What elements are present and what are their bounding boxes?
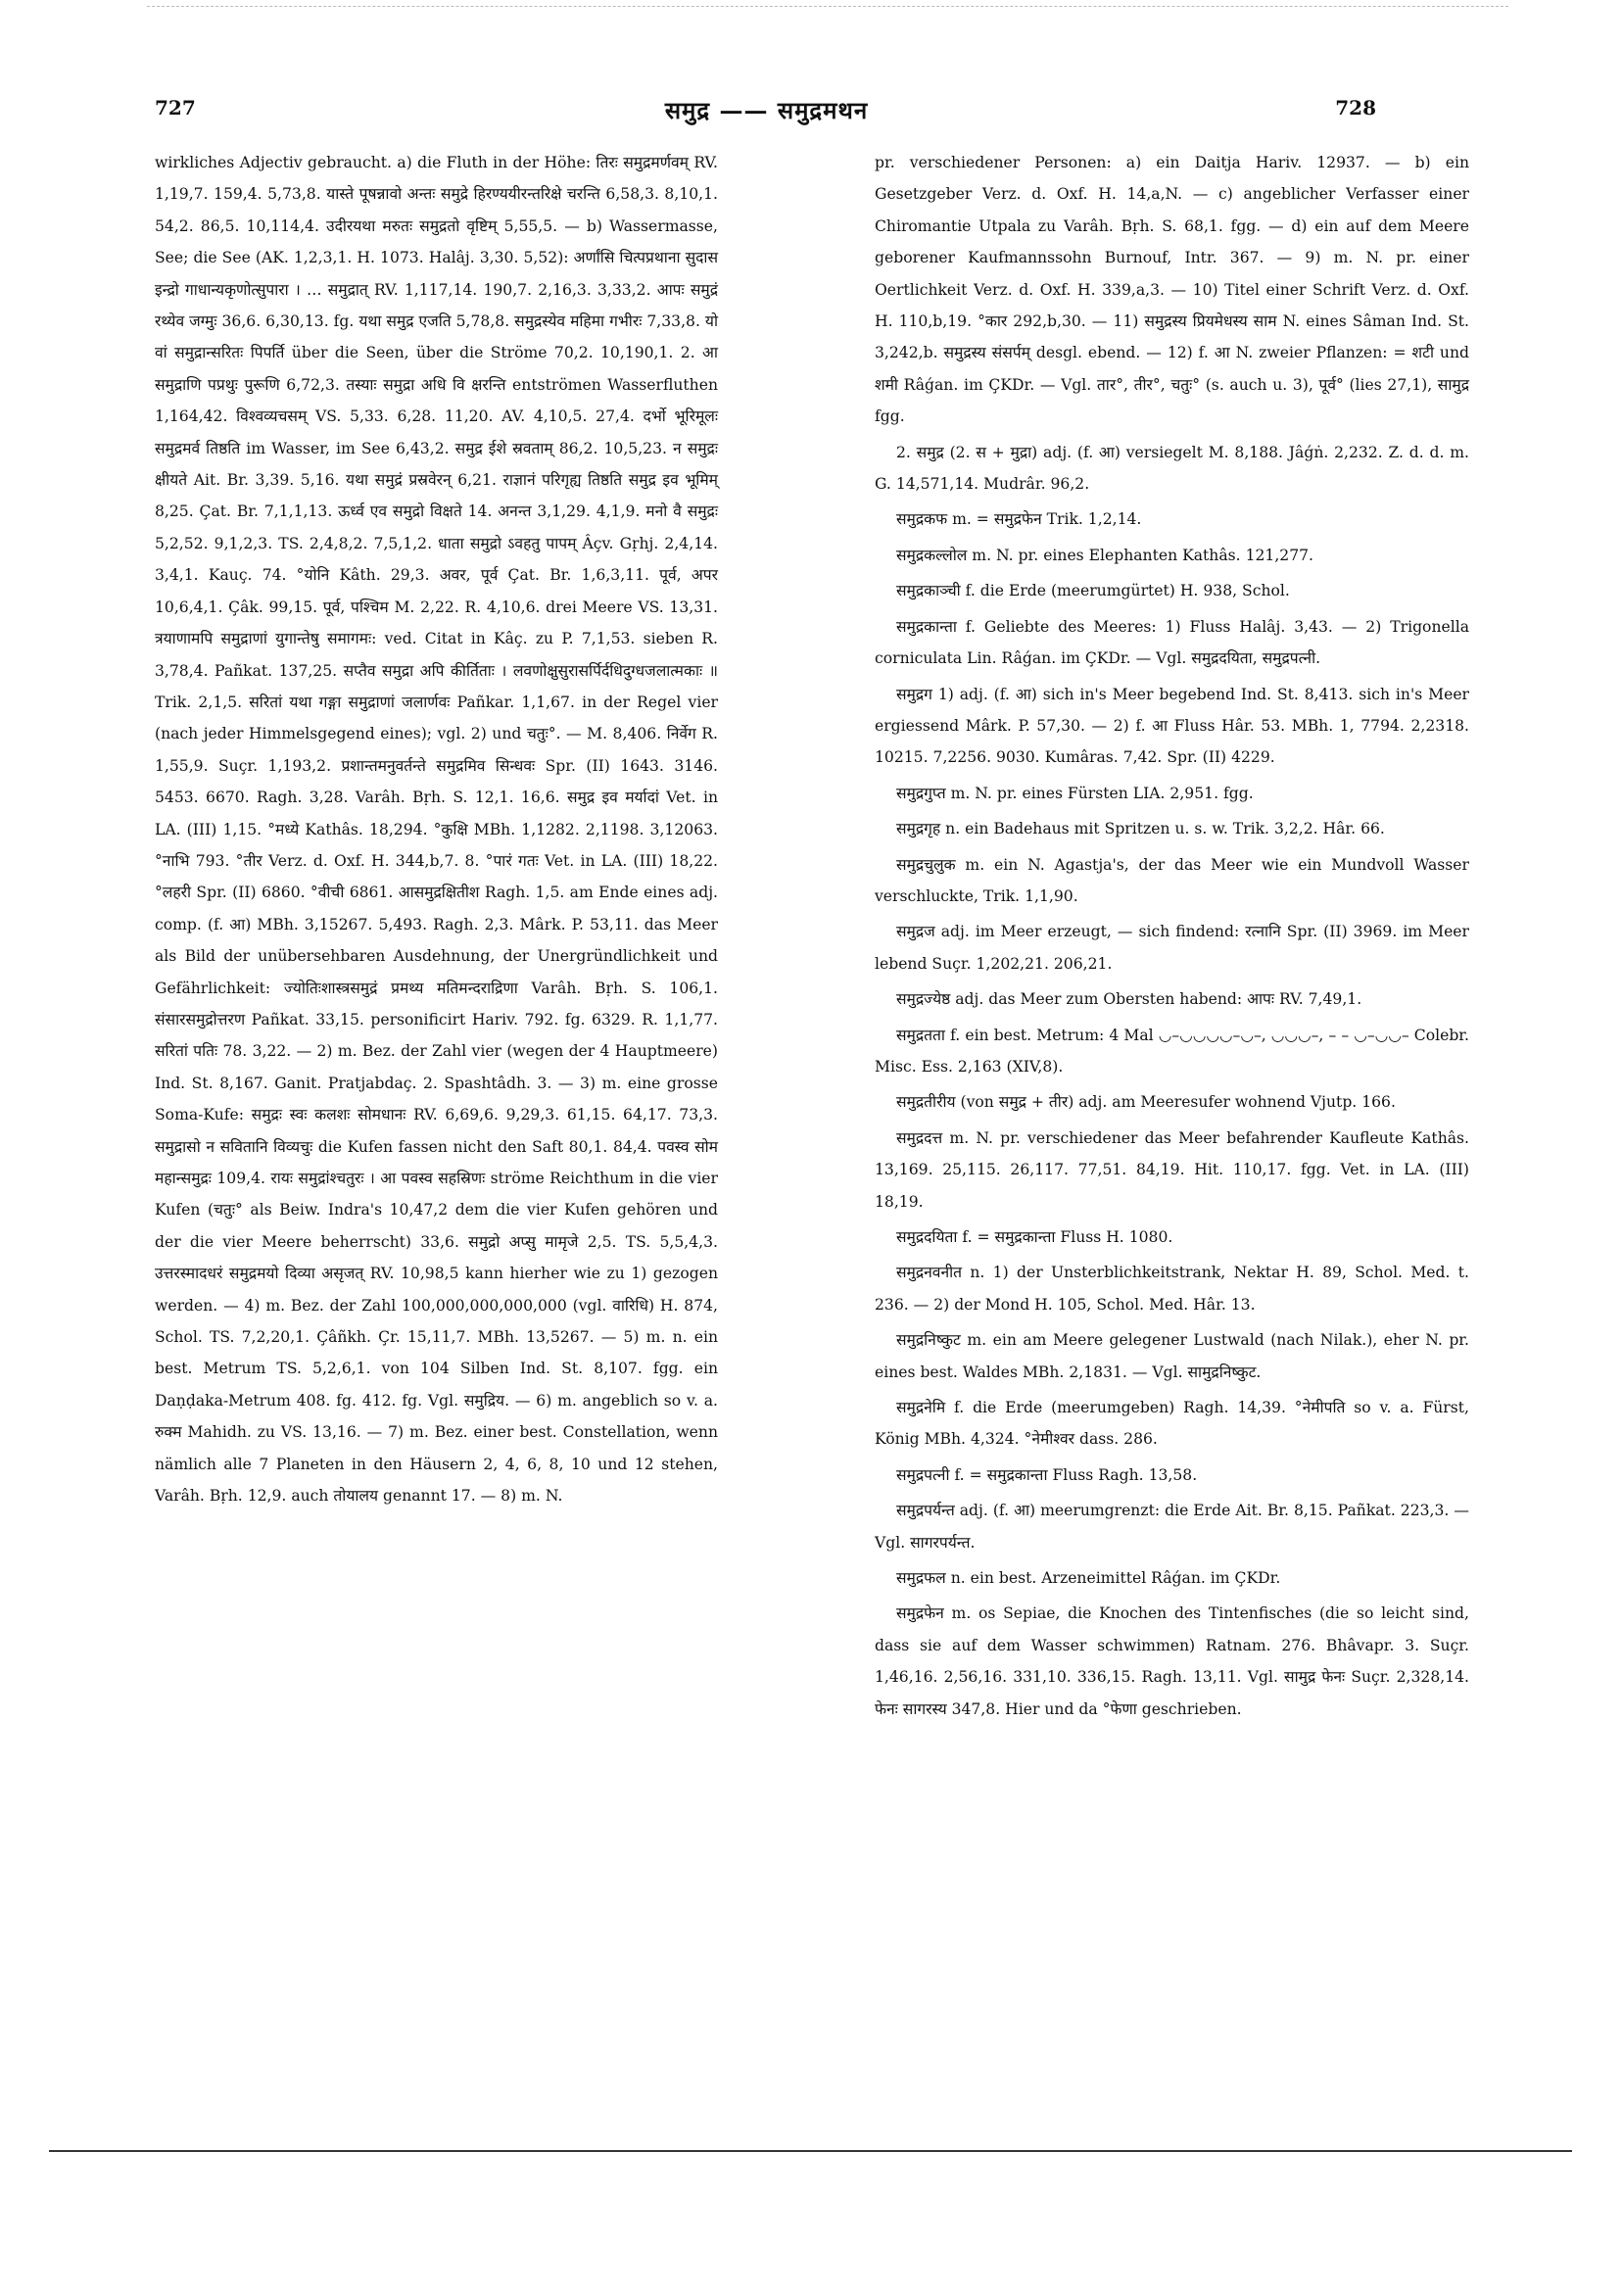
dictionary-entry-text: wirkliches Adjectiv gebraucht. a) die Fluth in der Höhe: तिरः समुद्रमर्णवम् RV. 1,19,7. 159,4. 5,73,8. यास्ते पूषन्नावो अन्तः समुद्रे हिरण्ययीरन्तरिक्षे चरन्ति 6,58,3. 8,10,1. 54,2. 86,5. 10,114,4. उदीरयथा मरुतः समुद्रतो वृष्टिम् 5,55,5. — b) Wassermasse, See; die See (AK. 1,2,3,1. H. 1073. Halâj. 3,30. 5,52): अर्णांसि चित्पप्रथाना सुदास इन्द्रो गाधान्यकृणोत्सुपारा । … समुद्रात् RV. 1,117,14. 190,7. 2,16,3. 3,33,2. आपः समुद्रं रथ्येव जग्मुः 36,6. 6,30,13. fg. यथा समुद्र एजति 5,78,8. समुद्रस्येव महिमा गभीरः 7,33,8. यो वां समुद्रान्सरितः पिपर्ति über die Seen, über die Ströme 70,2. 10,190,1. 2. आ समुद्राणि पप्रथुः पुरूणि 6,72,3. तस्याः समुद्रा अधि वि क्षरन्ति entströmen Wasserfluthen 1,164,42. विश्वव्यचसम् VS. 5,33. 6,28. 11,20. AV. 4,10,5. 27,4. दर्भो भूरिमूलः समुद्रमर्व तिष्ठति im Wasser, im See 6,43,2. समुद्र ईशे स्रवताम् 86,2. 10,5,23. न समुद्रः क्षीयते Ait. Br. 3,39. 5,16. यथा समुद्रं प्रस्रवेरन् 6,21. राज्ञानं परिगृह्य तिष्ठति समुद्र इव भूमिम् 8,25. Çat. Br. 7,1,1,13. ऊर्ध्व एव समुद्रो विक्षते 14. अनन्त 3,1,29. 4,1,9. मनो वै समुद्रः 5,2,52. 9,1,2,3. TS. 2,4,8,2. 7,5,1,2. धाता समुद्रो ऽवहतु पापम् Âçv. Gṛhj. 2,4,14. 3,4,1. Kauç. 74. °योनि Kâth. 29,3. अवर, पूर्व Çat. Br. 1,6,3,11. पूर्व, अपर 10,6,4,1. Çâk. 99,15. पूर्व, पश्चिम M. 2,22. R. 4,10,6. drei Meere VS. 13,31. त्रयाणामपि समुद्राणां युगान्तेषु समागमः: ved. Citat in Kâç. zu P. 7,1,53. sieben R. 3,78,4. Pañkat. 137,25. सप्तैव समुद्रा अपि कीर्तिताः । लवणोक्षुसुरासर्पिर्दधिदुग्धजलात्मकाः ॥ Trik. 2,1,5. सरितां यथा गङ्गा समुद्राणां जलार्णवः Pañkar. 1,1,67. in der Regel vier (nach jeder Himmelsgegend eines); vgl. 2) und चतुः°. — M. 8,406. निर्वेग R. 1,55,9. Suçr. 1,193,2. प्रशान्तमनुवर्तन्ते समुद्रमिव सिन्धवः Spr. (II) 1643. 3146. 5453. 6670. Ragh. 3,28. Varâh. Bṛh. S. 12,1. 16,6. समुद्र इव मर्यादां Vet. in LA. (III) 1,15. °मध्ये Kathâs. 18,294. °कुक्षि MBh. 1,1282. 2,1198. 3,12063. °नाभि 793. °तीर Verz. d. Oxf. H. 344,b,7. 8. °पारं गतः Vet. in LA. (III) 18,22. °लहरी Spr. (II) 6860. °वीची 6861. आसमुद्रक्षितीश Ragh. 1,5. am Ende eines adj. comp. (f. आ) MBh. 3,15267. 5,493. Ragh. 2,3. Mârk. P. 53,11. das Meer als Bild der unübersehbaren Ausdehnung, der Unergründlichkeit und Gefährlichkeit: ज्योतिःशास्त्रसमुद्रं प्रमथ्य मतिमन्दराद्रिणा Varâh. Bṛh. S. 106,1. संसारसमुद्रोत्तरण Pañkat. 33,15. personificirt Hariv. 792. fg. 6329. R. 1,1,77. सरितां पतिः 78. 3,22. — 2) m. Bez. der Zahl vier (wegen der 4 Hauptmeere) Ind. St. 8,167. Ganit. Pratjabdaç. 2. Spashtâdh. 3. — 3) m. eine grosse Soma-Kufe: समुद्रः स्वः कलशः सोमधानः RV. 6,69,6. 9,29,3. 61,15. 64,17. 73,3. समुद्रासो न सवितानि विव्यचुः die Kufen fassen nicht den Saft 80,1. 84,4. पवस्व सोम महान्समुद्रः 109,4. रायः समुद्रांश्चतुरः । आ पवस्व सहस्रिणः ströme Reichthum in die vier Kufen (चतुः° als Beiw. Indra's 10,47,2 dem die vier Kufen gehören und der die vier Meere beherrscht) 33,6. समुद्रो अप्सु मामृजे 2,5. TS. 5,5,4,3. उत्तरस्मादधरं समुद्रमयो दिव्या असृजत् RV. 10,98,5 kann hierher wie zu 1) gezogen werden. — 4) m. Bez. der Zahl 100,000,000,000,000 (vgl. वारिधि) H. 874, Schol. TS. 7,2,20,1. Çâñkh. Çr. 15,11,7. MBh. 13,5267. — 5) m. n. ein best. Metrum TS. 5,2,6,1. von 104 Silben Ind. St. 8,107. fgg. ein Daṇḍaka-Metrum 408. fg. 412. fg. Vgl. समुद्रिय. — 6) m. angeblich so v. a. रुक्म Mahidh. zu VS. 13,16. — 7) m. Bez. einer best. Constellation, wenn nämlich alle 7 Planeten in den Häusern 2, 4, 6, 8, 10 und 12 stehen, Varâh. Bṛh. 12,9. auch तोयालय genannt 17. — 8) m. N. bbox=[155, 154, 718, 1506]
dictionary-entry: समुद्रतीरीय (von समुद्र + तीर) adj. am Meeresufer wohnend Vjutp. 166. bbox=[896, 1093, 1396, 1112]
bottom-rule bbox=[49, 2150, 1572, 2152]
dictionary-entry: समुद्रनिष्कुट m. ein am Meere gelegener Lustwald (nach Nilak.), eher N. pr. eines best. Waldes MBh. 2,1831. — Vgl. सामुद्रनिष्कुट. bbox=[875, 1331, 1469, 1381]
right-column bbox=[875, 147, 1469, 1725]
dictionary-entry-text: pr. verschiedener Personen: a) ein Daitja Hariv. 12937. — b) ein Gesetzgeber Verz. d. Oxf. H. 14,a,N. — c) angeblicher Verfasser einer Chiromantie Utpala zu Varâh. Bṛh. S. 68,1. fgg. — d) ein auf dem Meere geborener Kaufmannssohn Burnouf, Intr. 367. — 9) m. N. pr. einer Oertlichkeit Verz. d. Oxf. H. 339,a,3. — 10) Titel einer Schrift Verz. d. Oxf. H. 110,b,19. °कार 292,b,30. — 11) समुद्रस्य प्रियमेधस्य साम N. eines Sâman Ind. St. 3,242,b. समुद्रस्य संसर्पम् desgl. ebend. — 12) f. आ N. zweier Pflanzen: = शटी und शमी Râǵan. im ÇKDr. — Vgl. तार°, तीर°, चतुः° (s. auch u. 3), पूर्व° (lies 27,1), सामुद्र fgg. bbox=[875, 154, 1469, 426]
page-number-left: 727 bbox=[155, 96, 196, 120]
page-header bbox=[147, 96, 1386, 131]
dictionary-entry: समुद्रकान्ता f. Geliebte des Meeres: 1) Fluss Halâj. 3,43. — 2) Trigonella corniculata Lin. Râǵan. im ÇKDr. — Vgl. समुद्रदयिता, समुद्रपत्नी. bbox=[875, 617, 1469, 668]
dictionary-entry: 2. समुद्र (2. स + मुद्रा) adj. (f. आ) versiegelt M. 8,188. Jâǵṅ. 2,232. Z. d. d. m. G. 14,571,14. Mudrâr. 96,2. bbox=[875, 443, 1469, 494]
dictionary-entry: समुद्रगृह n. ein Badehaus mit Spritzen u. s. w. Trik. 3,2,2. Hâr. 66. bbox=[896, 820, 1385, 838]
dictionary-entry: समुद्रनवनीत n. 1) der Unsterblichkeitstrank, Nektar H. 89, Schol. Med. t. 236. — 2) der Mond H. 105, Schol. Med. Hâr. 13. bbox=[875, 1264, 1469, 1314]
dictionary-entry: समुद्रज्येष्ठ adj. das Meer zum Obersten habend: आपः RV. 7,49,1. bbox=[896, 990, 1362, 1009]
dictionary-entry: समुद्रनेमि f. die Erde (meerumgeben) Ragh. 14,39. °नेमीपति so v. a. Fürst, König MBh. 4,324. °नेमीश्वर dass. 286. bbox=[875, 1399, 1469, 1449]
dictionary-entry: समुद्रकफ m. = समुद्रफेन Trik. 1,2,14. bbox=[896, 510, 1142, 529]
page-number-right: 728 bbox=[1335, 96, 1376, 120]
dictionary-entry: समुद्रग 1) adj. (f. आ) sich in's Meer begebend Ind. St. 8,413. sich in's Meer ergiessend Mârk. P. 57,30. — 2) f. आ Fluss Hâr. 53. MBh. 1, 7794. 2,2318. 10215. 7,2256. 9030. Kumâras. 7,42. Spr. (II) 4229. bbox=[875, 685, 1469, 767]
left-column bbox=[155, 147, 718, 1511]
top-rule bbox=[147, 6, 1508, 7]
dictionary-entry: समुद्रतता f. ein best. Metrum: 4 Mal ◡–◡◡◡◡–◡–, ◡◡◡–, – – ◡–◡◡– Colebr. Misc. Ess. 2,163 (XIV,8). bbox=[875, 1026, 1469, 1076]
dictionary-entry: समुद्रदत्त m. N. pr. verschiedener das Meer befahrender Kaufleute Kathâs. 13,169. 25,115. 26,117. 77,51. 84,19. Hit. 110,17. fgg. Vet. in LA. (III) 18,19. bbox=[875, 1128, 1469, 1211]
dictionary-entry: समुद्रकल्लोल m. N. pr. eines Elephanten Kathâs. 121,277. bbox=[896, 546, 1314, 564]
dictionary-entry: समुद्रगुप्त m. N. pr. eines Fürsten LIA. 2,951. fgg. bbox=[896, 784, 1254, 802]
dictionary-entry: समुद्रपर्यन्त adj. (f. आ) meerumgrenzt: die Erde Ait. Br. 8,15. Pañkat. 223,3. — Vgl. सागरपर्यन्त. bbox=[875, 1502, 1469, 1552]
dictionary-entry: समुद्रकाञ्ची f. die Erde (meerumgürtet) H. 938, Schol. bbox=[896, 582, 1290, 600]
dictionary-entry: समुद्रचुलुक m. ein N. Agastja's, der das Meer wie ein Mundvoll Wasser verschluckte, Trik. 1,1,90. bbox=[875, 855, 1469, 905]
dictionary-entry: समुद्रज adj. im Meer erzeugt, — sich findend: रत्नानि Spr. (II) 3969. im Meer lebend Suçr. 1,202,21. 206,21. bbox=[875, 923, 1469, 973]
dictionary-entry: समुद्रदयिता f. = समुद्रकान्ता Fluss H. 1080. bbox=[896, 1228, 1173, 1246]
dictionary-entry: समुद्रपत्नी f. = समुद्रकान्ता Fluss Ragh. 13,58. bbox=[896, 1465, 1198, 1484]
running-title: समुद्र —— समुद्रमथन bbox=[664, 96, 869, 124]
dictionary-entry: समुद्रफेन m. os Sepiae, die Knochen des Tintenfisches (die so leicht sind, dass sie auf dem Wasser schwimmen) Ratnam. 276. Bhâvapr. 3. Suçr. 1,46,16. 2,56,16. 331,10. 336,15. Ragh. 13,11. Vgl. सामुद्र फेनः Suçr. 2,328,14. फेनः सागरस्य 347,8. Hier und da °फेणा geschrieben. bbox=[875, 1604, 1469, 1718]
dictionary-entry: समुद्रफल n. ein best. Arzeneimittel Râǵan. im ÇKDr. bbox=[896, 1569, 1281, 1588]
